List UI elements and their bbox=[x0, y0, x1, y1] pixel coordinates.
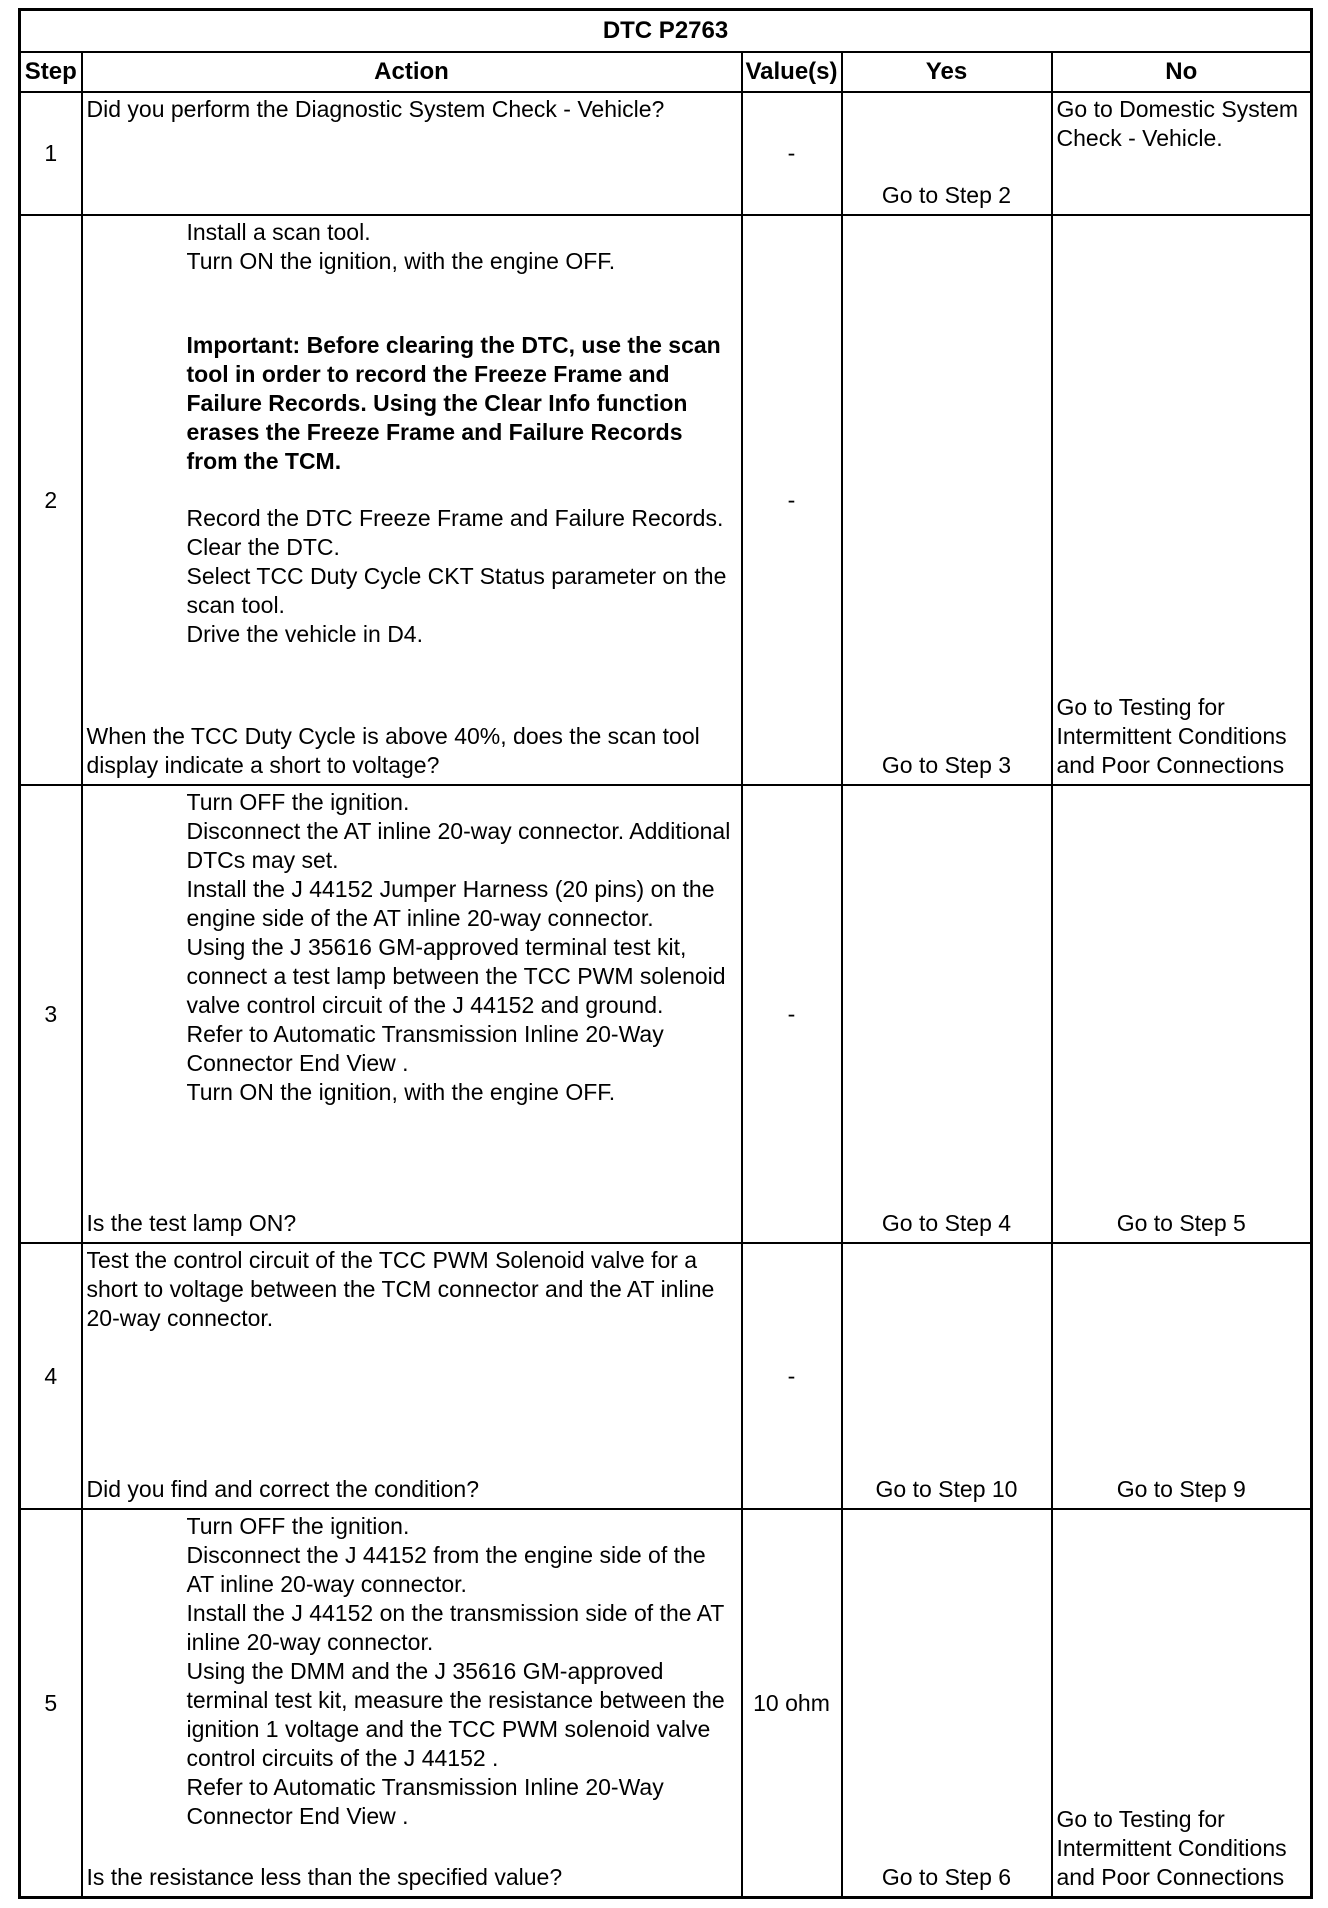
header-yes: Yes bbox=[842, 52, 1052, 92]
yes-link[interactable]: Go to Step 3 bbox=[842, 215, 1052, 785]
step-number: 4 bbox=[20, 1243, 82, 1509]
yes-link[interactable]: Go to Step 10 bbox=[842, 1243, 1052, 1509]
action-step: Turn ON the ignition, with the engine OFF. bbox=[186, 1079, 616, 1105]
value-cell: - bbox=[742, 785, 842, 1243]
action-cell bbox=[82, 1509, 742, 1898]
action-step: Drive the vehicle in D4. bbox=[186, 621, 423, 647]
action-question: Did you find and correct the condition? bbox=[86, 1476, 480, 1502]
step-number: 3 bbox=[20, 785, 82, 1243]
step-number: 2 bbox=[20, 215, 82, 785]
action-cell bbox=[82, 92, 742, 215]
action-steps bbox=[87, 1512, 737, 1831]
action-question: When the TCC Duty Cycle is above 40%, does the scan tool display indicate a short to voltage? bbox=[86, 723, 700, 778]
action-step: Turn ON the ignition, with the engine OFF. bbox=[186, 248, 616, 274]
no-link[interactable]: Go to Domestic System Check - Vehicle. bbox=[1052, 92, 1312, 215]
action-step: Install a scan tool. bbox=[186, 219, 371, 245]
action-question: Is the resistance less than the specified value? bbox=[86, 1864, 563, 1890]
action-step: Install the J 44152 on the transmission side of the AT inline 20-way connector. bbox=[186, 1600, 724, 1655]
value-cell: - bbox=[742, 1243, 842, 1509]
header-no: No bbox=[1052, 52, 1312, 92]
table-row bbox=[20, 785, 1312, 1243]
action-step: Disconnect the J 44152 from the engine side of the AT inline 20-way connector. bbox=[186, 1542, 706, 1597]
action-step: Disconnect the AT inline 20-way connector. Additional DTCs may set. bbox=[186, 818, 731, 873]
no-link[interactable]: Go to Testing for Intermittent Conditions and Poor Connections bbox=[1052, 1509, 1312, 1898]
header-row bbox=[20, 52, 1312, 92]
action-step: Turn OFF the ignition. bbox=[186, 789, 410, 815]
table-title: DTC P2763 bbox=[20, 10, 1312, 53]
action-step: Select TCC Duty Cycle CKT Status parameter on the scan tool. bbox=[186, 563, 727, 618]
step-number: 1 bbox=[20, 92, 82, 215]
action-step: Clear the DTC. bbox=[186, 534, 340, 560]
yes-link[interactable]: Go to Step 4 bbox=[842, 785, 1052, 1243]
action-steps bbox=[87, 218, 737, 649]
table-row bbox=[20, 92, 1312, 215]
important-note: Important: Before clearing the DTC, use the scan tool in order to record the Freeze Frame and Failure Records. Using the Clear Info function erases the Freeze Frame and Failure Records from the TCM. bbox=[186, 332, 721, 474]
yes-link[interactable]: Go to Step 2 bbox=[842, 92, 1052, 215]
dtc-table bbox=[18, 8, 1313, 1899]
action-step: Refer to Automatic Transmission Inline 20-Way Connector End View . bbox=[186, 1774, 664, 1829]
action-cell bbox=[82, 215, 742, 785]
header-action: Action bbox=[82, 52, 742, 92]
value-cell: - bbox=[742, 215, 842, 785]
no-link[interactable]: Go to Step 9 bbox=[1052, 1243, 1312, 1509]
table-row bbox=[20, 1243, 1312, 1509]
step-number: 5 bbox=[20, 1509, 82, 1898]
yes-link[interactable]: Go to Step 6 bbox=[842, 1509, 1052, 1898]
action-step: Record the DTC Freeze Frame and Failure Records. bbox=[186, 505, 724, 531]
action-question: Did you perform the Diagnostic System Check - Vehicle? bbox=[86, 96, 665, 122]
action-cell bbox=[82, 1243, 742, 1509]
no-link[interactable]: Go to Testing for Intermittent Conditions and Poor Connections bbox=[1052, 215, 1312, 785]
action-cell bbox=[82, 785, 742, 1243]
header-step: Step bbox=[20, 52, 82, 92]
value-cell: - bbox=[742, 92, 842, 215]
action-question: Is the test lamp ON? bbox=[86, 1210, 297, 1236]
action-step: Using the J 35616 GM-approved terminal test kit, connect a test lamp between the TCC PWM solenoid valve control circuit of the J 44152 and ground. bbox=[186, 934, 726, 1018]
action-text: Test the control circuit of the TCC PWM Solenoid valve for a short to voltage between the TCM connector and the AT inline 20-way connector. bbox=[86, 1247, 715, 1331]
no-link[interactable]: Go to Step 5 bbox=[1052, 785, 1312, 1243]
title-row bbox=[20, 10, 1312, 53]
table-row bbox=[20, 215, 1312, 785]
action-step: Turn OFF the ignition. bbox=[186, 1513, 410, 1539]
action-step: Install the J 44152 Jumper Harness (20 pins) on the engine side of the AT inline 20-way connector. bbox=[186, 876, 715, 931]
action-step: Using the DMM and the J 35616 GM-approved terminal test kit, measure the resistance between the ignition 1 voltage and the TCC PWM solenoid valve control circuits of the J 44152 . bbox=[186, 1658, 725, 1771]
action-step: Refer to Automatic Transmission Inline 20-Way Connector End View . bbox=[186, 1021, 664, 1076]
action-steps bbox=[87, 788, 737, 1107]
value-cell: 10 ohm bbox=[742, 1509, 842, 1898]
table-row bbox=[20, 1509, 1312, 1898]
header-values: Value(s) bbox=[742, 52, 842, 92]
